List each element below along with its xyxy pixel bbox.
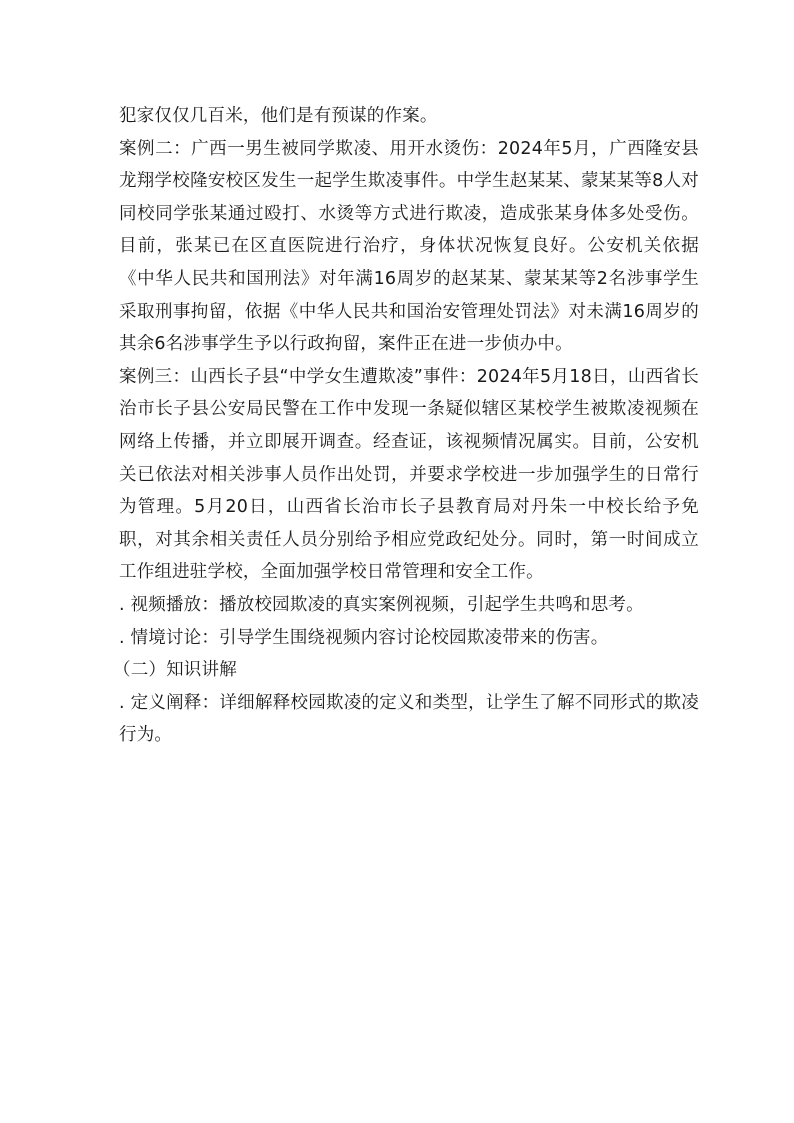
paragraph-case-two: 案例二：广西一男生被同学欺凌、用开水烫伤：2024年5月，广西隆安县龙翔学校隆安校区发生一起学生欺凌事件。中学生赵某某、蒙某某等8人对同校同学张某通过殴打、水烫等方式进行欺凌，造成张某身体多处受伤。目前，张某已在区直医院进行治疗，身体状况恢复良好。公安机关依据《中华人民共和国刑法》对年满16周岁的赵某某、蒙某某等2名涉事学生采取刑事拘留，依据《中华人民共和国治安管理处罚法》对未满16周岁的其余6名涉事学生予以行政拘留，案件正在进一步侦办中。: [119, 138, 699, 355]
paragraph-situational-discussion: . 情境讨论：引导学生围绕视频内容讨论校园欺凌带来的伤害。: [119, 627, 609, 648]
document-body: [113, 100, 699, 752]
paragraph-definition: . 定义阐释：详细解释校园欺凌的定义和类型，让学生了解不同形式的欺凌行为。: [119, 692, 699, 746]
paragraph-video-playback: . 视频播放：播放校园欺凌的真实案例视频，引起学生共鸣和思考。: [119, 594, 644, 615]
paragraph-case-three: 案例三：山西长子县“中学女生遭欺凌”事件：2024年5月18日，山西省长治市长子县公安局民警在工作中发现一条疑似辖区某校学生被欺凌视频在网络上传播，并立即展开调查。经查证，该视频情况属实。目前，公安机关已依法对相关涉事人员作出处罚，并要求学校进一步加强学生的日常行为管理。5月20日，山西省长治市长子县教育局对丹朱一中校长给予免职，对其余相关责任人员分别给予相应党政纪处分。同时，第一时间成立工作组进驻学校，全面加强学校日常管理和安全工作。: [119, 366, 699, 583]
paragraph-continuation: 犯家仅仅几百米，他们是有预谋的作案。: [119, 106, 438, 126]
section-heading-knowledge: （二）知识讲解: [113, 660, 237, 681]
